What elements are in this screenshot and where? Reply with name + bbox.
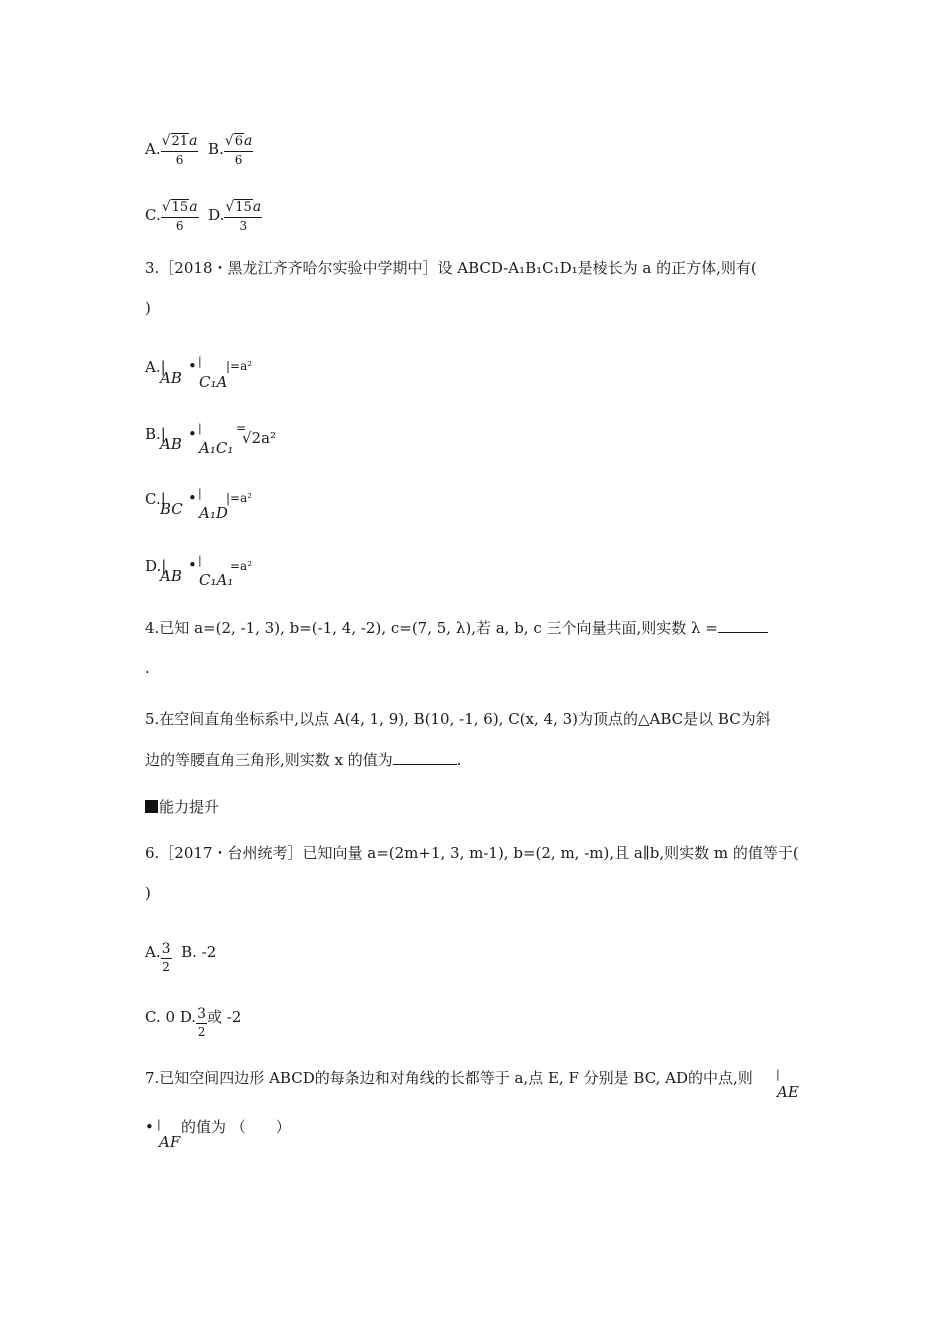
q7-bar-2: | bbox=[157, 1118, 161, 1131]
q4-stem: 4.已知 a=(2, -1, 3), b=(-1, 4, -2), c=(7, 5, λ),若 a, b, c 三个向量共面,则实数 λ = bbox=[145, 618, 768, 638]
option-b-label: B. bbox=[207, 140, 224, 158]
document-page: A. $\frac{√21a}{6}$ B. $\frac{√6a}{6}$ C. $\frac{√15a}{6}$ D. $\frac{√15a}{3}$ 3.［2018・黑龙江齐齐哈尔实验中学期中］设 ABCD-A₁B₁C₁D₁是棱长为 a 的正方体,则有( ) A.| AB • | C₁A |=a² B.| AB • | A₁C₁ = √2a² C.| BC • | A₁D |=a² D.| AB • | C₁A₁ =a² 4.已知 a=(2, -1, 3), b=(-1, 4, -2), c=(7, 5, λ),若 a, b, c 三个向量共面,则实数 λ = . 5.在空间直角坐标系中,以点 A(4, 1, 9), B(10, -1, 6), C(x, 4, 3)为顶点的△ABC是以 BC为斜 边的等腰直角三角形,则实数 x 的值为 . 能力提升 6.［2017・台州统考］已知向量 a=(2m+1, 3, m-1), b=(2, m, -m),且 a∥b,则实数 m 的值等于( ) A. $\frac{3}{2}$ B. -2 C. 0 D. $\frac{3}{2}$ 或 -2 7.已知空间四边形 ABCD的每条边和对角线的长都等于 a,点 E, F 分别是 BC, AD的中点,则 | AE • | AF 的值为 （ ） bbox=[145, 133, 799, 1151]
q7-dot: • bbox=[145, 1118, 154, 1136]
q7-stem-2: 的值为 （ ） bbox=[181, 1118, 291, 1136]
q7-stem: 7.已知空间四边形 ABCD的每条边和对角线的长都等于 a,点 E, F 分别是 BC, AD的中点,则 bbox=[145, 1069, 753, 1087]
section-heading: 能力提升 bbox=[145, 797, 219, 817]
option-b-fraction: $\frac{√6a}{6}$ bbox=[224, 133, 253, 167]
q7-bar-1: | bbox=[776, 1068, 780, 1081]
q4-end-dot: . bbox=[145, 659, 150, 677]
option-a-label: A. bbox=[145, 140, 161, 158]
option-d-label: D. bbox=[208, 206, 225, 224]
q5-stem: 5.在空间直角坐标系中,以点 A(4, 1, 9), B(10, -1, 6), C(x, 4, 3)为顶点的△ABC是以 BC为斜 bbox=[145, 710, 771, 728]
q6-option-d-fraction: $\frac{3}{2}$ bbox=[197, 1006, 206, 1039]
q6-options-cd: C. 0 D. $\frac{3}{2}$ 或 -2 bbox=[145, 1006, 242, 1039]
q2-options-ab bbox=[145, 132, 253, 168]
q3-stem-paren: ) bbox=[145, 299, 151, 317]
q5-answer-blank[interactable] bbox=[393, 764, 457, 765]
q6-options-ab: A. $\frac{3}{2}$ B. -2 bbox=[145, 941, 217, 974]
q6-option-a-fraction: $\frac{3}{2}$ bbox=[161, 941, 171, 974]
option-c-label: C. bbox=[145, 206, 161, 224]
q7-vector-ae: AE bbox=[777, 1083, 799, 1101]
q6-stem-paren: ) bbox=[145, 884, 151, 902]
q5-stem-2: 边的等腰直角三角形,则实数 x 的值为 . bbox=[145, 751, 462, 769]
q3-stem: 3.［2018・黑龙江齐齐哈尔实验中学期中］设 ABCD-A₁B₁C₁D₁是棱长为 a 的正方体,则有( bbox=[145, 259, 757, 277]
q4-answer-blank[interactable] bbox=[718, 632, 768, 633]
q7-vector-af: AF bbox=[159, 1133, 181, 1151]
black-square-icon bbox=[145, 800, 158, 813]
q2-options-cd bbox=[145, 198, 262, 234]
option-a-fraction: $\frac{√21a}{6}$ bbox=[161, 133, 198, 167]
q6-stem: 6.［2017・台州统考］已知向量 a=(2m+1, 3, m-1), b=(2, m, -m),且 a∥b,则实数 m 的值等于( bbox=[145, 844, 799, 862]
option-c-fraction: $\frac{√15a}{6}$ bbox=[161, 199, 198, 233]
option-d-fraction: $\frac{√15a}{3}$ bbox=[225, 199, 262, 233]
